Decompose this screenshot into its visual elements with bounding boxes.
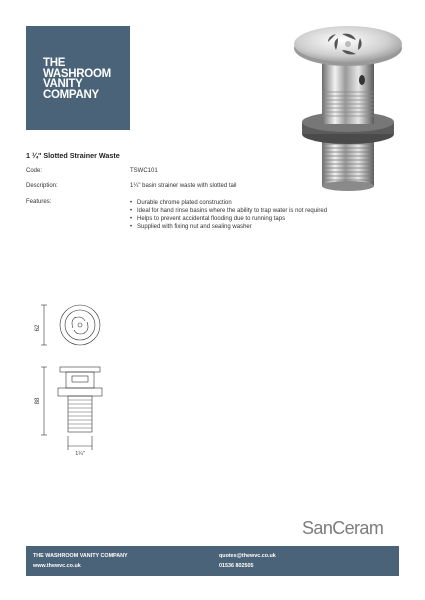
footer-company: THE WASHROOM VANITY COMPANY: [33, 553, 128, 559]
code-value: TSWC101: [130, 168, 158, 174]
features-label: Features:: [26, 199, 52, 205]
description-label: Description:: [26, 183, 58, 189]
features-list: [130, 199, 327, 231]
dim-thread-label: 1¼": [75, 451, 85, 457]
footer-website-link[interactable]: www.thewvc.co.uk: [33, 563, 81, 569]
feature-item: • Ideal for hand rinse basins where the ability to trap water is not required: [130, 207, 327, 215]
technical-drawing: [30, 300, 120, 460]
description-value: 1¼" basin strainer waste with slotted tail: [130, 183, 237, 189]
product-image: [282, 22, 410, 194]
footer-email-link[interactable]: quotes@thewvc.co.uk: [219, 553, 276, 559]
company-logo-text: THE WASHROOM VANITY COMPANY: [43, 57, 111, 101]
feature-item: • Durable chrome plated construction: [130, 199, 327, 207]
feature-item: • Helps to prevent accidental flooding due to running taps: [130, 215, 327, 223]
product-title: 1 ¼" Slotted Strainer Waste: [26, 151, 120, 160]
feature-item: • Supplied with fixing nut and sealing washer: [130, 223, 327, 231]
footer-bar: [26, 546, 399, 576]
company-logo: [26, 26, 130, 130]
footer-phone: 01536 802505: [219, 563, 254, 569]
dim-diameter-label: 62: [35, 324, 41, 332]
dim-height-label: 88: [35, 397, 41, 405]
sanceram-logo: SanCeram: [302, 518, 384, 538]
code-label: Code:: [26, 168, 43, 174]
